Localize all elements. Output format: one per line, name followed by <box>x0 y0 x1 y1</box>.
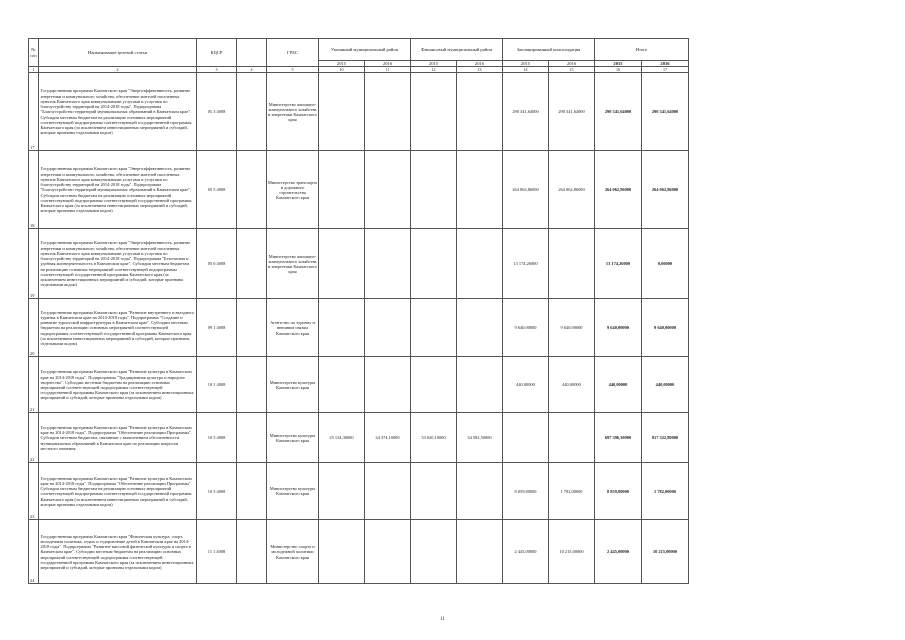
row-value: 8 859,80000 <box>503 463 549 520</box>
column-number: 17 <box>642 67 689 73</box>
column-number: 2 <box>39 67 197 73</box>
row-grbs: Министерство транспорта и дорожного строительства Камчатского края <box>267 151 319 229</box>
table-body <box>29 73 689 584</box>
column-number: 11 <box>365 67 411 73</box>
header-regional: Финансовый муниципальный район <box>411 39 503 61</box>
row-name: Государственная программа Камчатского края "Физическая культура, спорт, молодежная политика, отдых и оздоровление детей в Камчатском крае на 2014-2018 годы". Подпрограмма "Развитие массовой физической культуры и спорта в Камчатском крае". Субсидии местным бюджетам на реализацию основных мероприятий соответствующей подпрограммы соответствующей государственной программы Камчатского края (за исключением инвестиционных мероприятий и субсидий, которые признаны отдельными кодом) <box>39 520 197 584</box>
table-row <box>29 151 689 229</box>
row-value <box>319 463 365 520</box>
row-number: 22 <box>29 413 39 463</box>
row-name: Государственная программа Камчатского края "Энергоэффективность, развитие энергетики и коммунального хозяйства, обеспечение жителей населенных пунктов Камчатского края коммунальными услугами и услугами по благоустройству территорий на 2014-2018 годы". Подпрограмма "Безопасная и удобная жизнедеятельность в Камчатском крае". Субсидии местным бюджетам на реализацию основных мероприятий соответствующей подпрограммы соответствующей государственной программы Камчатского края (за исключением инвестиционных мероприятий и субсидий, которые признаны отдельными кодом) <box>39 229 197 299</box>
table-row <box>29 520 689 584</box>
row-value <box>411 463 457 520</box>
row-total: 290 341,64000 <box>595 73 642 151</box>
header-year: 2015 <box>319 61 365 67</box>
header-year: 2015 <box>503 61 549 67</box>
row-value: 2 445,00000 <box>503 520 549 584</box>
column-number: 15 <box>549 67 595 73</box>
row-value: 34 374,10000 <box>365 413 411 463</box>
row-value: 25 134,30000 <box>319 413 365 463</box>
row-number: 24 <box>29 520 39 584</box>
row-empty-cell <box>237 151 267 229</box>
table-row <box>29 299 689 357</box>
row-grbs: Министерство культуры Камчатского края <box>267 357 319 413</box>
row-value <box>457 299 503 357</box>
row-number: 19 <box>29 229 39 299</box>
header-year: 2016 <box>549 61 595 67</box>
row-value <box>319 229 365 299</box>
row-value <box>457 229 503 299</box>
row-total: 817 322,80000 <box>642 413 689 463</box>
row-value <box>457 357 503 413</box>
row-total: 8 859,80000 <box>595 463 642 520</box>
row-empty-cell <box>237 357 267 413</box>
row-grbs: Министерство культуры Камчатского края <box>267 463 319 520</box>
row-empty-cell <box>237 73 267 151</box>
row-value: 290 341,64000 <box>503 73 549 151</box>
row-value: 9 640,00000 <box>549 299 595 357</box>
row-value <box>411 151 457 229</box>
row-value: 13 174,26000 <box>503 229 549 299</box>
row-value <box>319 73 365 151</box>
header-year: 2016 <box>642 61 689 67</box>
page-number: 11 <box>440 617 445 622</box>
header-year: 2015 <box>411 61 457 67</box>
row-number: 23 <box>29 463 39 520</box>
row-total: 1 782,00000 <box>642 463 689 520</box>
row-value <box>319 151 365 229</box>
header-empty <box>237 39 267 67</box>
row-value <box>411 73 457 151</box>
row-value: 290 341,64000 <box>549 73 595 151</box>
row-empty-cell <box>237 413 267 463</box>
row-value <box>319 299 365 357</box>
row-grbs: Министерство спорта и молодежной политики Камчатского края <box>267 520 319 584</box>
row-value <box>411 229 457 299</box>
table-row <box>29 357 689 413</box>
row-value <box>365 520 411 584</box>
header-year: 2016 <box>457 61 503 67</box>
row-grbs: Министерство культуры Камчатского края <box>267 413 319 463</box>
row-kcsr: 10 5 4008 <box>197 463 237 520</box>
row-value <box>503 413 549 463</box>
row-number: 18 <box>29 151 39 229</box>
row-kcsr: 10 5 4008 <box>197 413 237 463</box>
table-row <box>29 73 689 151</box>
row-empty-cell <box>237 299 267 357</box>
column-number: 3 <box>197 67 237 73</box>
row-value: 264 062,86000 <box>549 151 595 229</box>
row-value: 440,00000 <box>549 357 595 413</box>
row-empty-cell <box>237 463 267 520</box>
row-value: 1 782,00000 <box>549 463 595 520</box>
header-grbs: ГРБС <box>267 39 319 67</box>
row-total: 9 640,00000 <box>642 299 689 357</box>
row-total: 9 640,00000 <box>595 299 642 357</box>
row-total: 440,00000 <box>642 357 689 413</box>
row-value: 10 215,00000 <box>549 520 595 584</box>
row-value <box>457 73 503 151</box>
row-kcsr: 05 5 4008 <box>197 151 237 229</box>
table-row <box>29 229 689 299</box>
header-year: 2015 <box>595 61 642 67</box>
header-year: 2016 <box>365 61 411 67</box>
row-name: Государственная программа Камчатского края "Энергоэффективность, развитие энергетики и коммунального хозяйства, обеспечение жителей населенных пунктов Камчатского края коммунальными услугами и услугами по благоустройству территорий на 2014-2018 годы". Подпрограмма "Благоустройство территорий муниципальных образований в Камчатском крае". Субсидии местным бюджетам на реализацию основных мероприятий соответствующей подпрограммы соответствующей государственной программы Камчатского края (за исключением инвестиционных мероприятий и субсидий, которые признаны отдельными кодом) <box>39 73 197 151</box>
row-kcsr: 09 1 4008 <box>197 299 237 357</box>
row-value <box>549 413 595 463</box>
row-name: Государственная программа Камчатского края "Развитие внутреннего и въездного туризма в Камчатском крае на 2014-2018 годы". Подпрограмма "Создание и развитие туристской инфраструктуры в Камчатском крае". Субсидии местным бюджетам на реализацию основных мероприятий соответствующей подпрограммы соответствующей государственной программы Камчатского края (за исключением инвестиционных мероприятий и субсидий, которые признаны отдельными кодом) <box>39 299 197 357</box>
row-empty-cell <box>237 229 267 299</box>
budget-table <box>28 38 689 584</box>
row-value: 264 062,86000 <box>503 151 549 229</box>
row-name: Государственная программа Камчатского края "Развитие культуры в Камчатском крае на 2014-2018 годы". Подпрограмма "Обеспечение реализации Программы". Субсидии местным бюджетам, связанные с выполнением обеспеченности муниципальных образований в Камчатском крае по реализации вопросов местного значения <box>39 413 197 463</box>
row-value <box>411 299 457 357</box>
row-value <box>457 151 503 229</box>
row-kcsr: 11 1 4008 <box>197 520 237 584</box>
row-total: 2 445,00000 <box>595 520 642 584</box>
row-total: 290 341,64000 <box>642 73 689 151</box>
column-number: 10 <box>319 67 365 73</box>
column-number: 1 <box>29 67 39 73</box>
row-grbs: Агентство по туризму и внешним связям Камчатского края <box>267 299 319 357</box>
row-kcsr: 05 3 4008 <box>197 73 237 151</box>
column-number: 14 <box>503 67 549 73</box>
budget-table-sheet <box>28 38 688 584</box>
header-kcsr: КЦСР <box>197 39 237 67</box>
row-value <box>319 520 365 584</box>
row-number: 20 <box>29 299 39 357</box>
row-value: 440,00000 <box>503 357 549 413</box>
row-value <box>365 229 411 299</box>
row-total: 264 062,86000 <box>595 151 642 229</box>
row-value <box>549 229 595 299</box>
row-value: 34 582,50000 <box>457 413 503 463</box>
row-number: 17 <box>29 73 39 151</box>
row-value <box>457 463 503 520</box>
row-kcsr: 05 6 4008 <box>197 229 237 299</box>
column-number: 12 <box>411 67 457 73</box>
column-number: 13 <box>457 67 503 73</box>
row-total: 440,00000 <box>595 357 642 413</box>
row-name: Государственная программа Камчатского края "Развитие культуры в Камчатском крае на 2014-2018 годы". Подпрограмма "Обеспечение реализации Программы". Субсидии местным бюджетам на реализацию основных мероприятий соответствующей подпрограммы соответствующей государственной программы Камчатского края (за исключением инвестиционных мероприятий и субсидий, которые признаны отдельными кодом) <box>39 463 197 520</box>
row-value <box>365 73 411 151</box>
row-total: 10 215,00000 <box>642 520 689 584</box>
header-total: Итого <box>595 39 689 61</box>
row-number: 21 <box>29 357 39 413</box>
table-row <box>29 413 689 463</box>
table-row <box>29 463 689 520</box>
row-value <box>365 463 411 520</box>
header-num: № п/п <box>29 39 39 67</box>
row-name: Государственная программа Камчатского края "Энергоэффективность, развитие энергетики и коммунального хозяйства, обеспечение жителей населенных пунктов Камчатского края коммунальными услугами и услугами по благоустройству территорий на 2014-2018 годы". Подпрограмма "Благоустройство территорий муниципальных образований в Камчатском крае". Субсидии местным бюджетам на реализацию основных мероприятий соответствующей подпрограммы соответствующей государственной программы Камчатского края (за исключением инвестиционных мероприятий и субсидий, которые признаны отдельными кодом) <box>39 151 197 229</box>
row-empty-cell <box>237 520 267 584</box>
header-local: Запланированный консолидация <box>503 39 595 61</box>
header-name: Наименование целевой статьи <box>39 39 197 67</box>
row-value <box>411 357 457 413</box>
row-grbs: Министерство жилищно-коммунального хозяйства и энергетики Камчатского края <box>267 229 319 299</box>
row-total: 13 174,26000 <box>595 229 642 299</box>
row-value <box>365 299 411 357</box>
table-header <box>29 39 689 73</box>
row-value: 33 620,10000 <box>411 413 457 463</box>
row-name: Государственная программа Камчатского края "Развитие культуры в Камчатском крае на 2014-2018 годы". Подпрограмма "Традиционная культура и народное творчество". Субсидии местным бюджетам на реализацию основных мероприятий соответствующей подпрограммы соответствующей государственной программы Камчатского края (за исключением инвестиционных мероприятий и субсидий, которые признаны отдельными кодом) <box>39 357 197 413</box>
row-total: 0,00000 <box>642 229 689 299</box>
row-value: 9 640,00000 <box>503 299 549 357</box>
header-federal: Указанный муниципальный район <box>319 39 411 61</box>
column-number: 16 <box>595 67 642 73</box>
row-kcsr: 10 1 4008 <box>197 357 237 413</box>
row-total: 697 396,30000 <box>595 413 642 463</box>
row-value <box>411 520 457 584</box>
row-value <box>319 357 365 413</box>
column-number: 4 <box>237 67 267 73</box>
row-value <box>365 357 411 413</box>
row-value <box>365 151 411 229</box>
row-value <box>457 520 503 584</box>
row-total: 264 062,86000 <box>642 151 689 229</box>
row-grbs: Министерство жилищно-коммунального хозяйства и энергетики Камчатского края <box>267 73 319 151</box>
column-number: 5 <box>267 67 319 73</box>
